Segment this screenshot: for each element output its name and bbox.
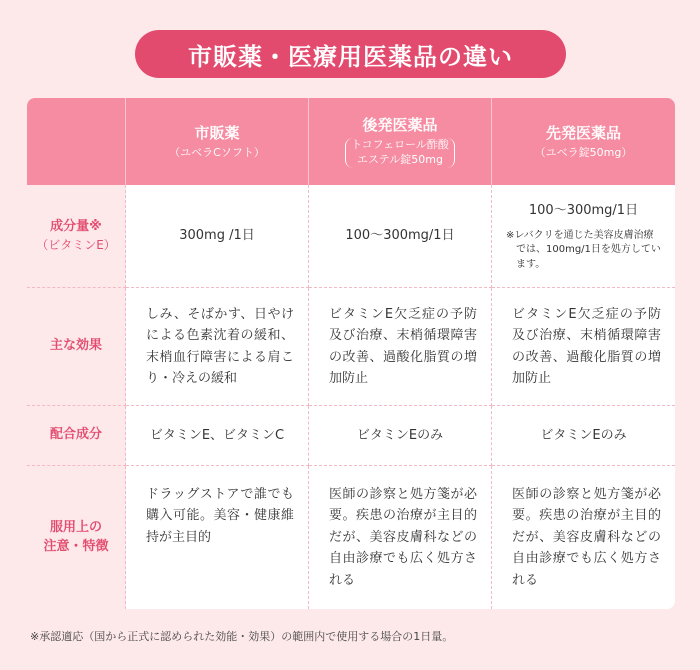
header-generic-name: 後発医薬品 (362, 116, 438, 135)
comparison-table (27, 98, 675, 609)
row-label-dose-main: 成分量※ (50, 218, 102, 234)
usage-otc: ドラッグストアで誰でも購入可能。美容・健康維持が主目的 (126, 466, 309, 609)
footnote: ※承認適応（国から正式に認められた効能・効果）の範囲内で使用する場合の1日量。 (30, 630, 454, 643)
dose-generic: 100〜300mg/1日 (309, 185, 492, 288)
header-brand (492, 98, 675, 185)
ingredient-brand: ビタミンEのみ (492, 406, 675, 466)
dose-brand-note: ※レバクリを通じた美容皮膚治療では、100mg/1日を処方しています。 (506, 229, 661, 270)
row-label-usage-line1: 服用上の (49, 519, 102, 535)
header-generic-product-line2: エステル錠50mg (357, 153, 443, 166)
ingredient-generic: ビタミンEのみ (309, 406, 492, 466)
row-label-dose-sub: （ビタミンE） (36, 237, 116, 252)
header-brand-name: 先発医薬品 (545, 123, 621, 142)
row-label-usage-line2: 注意・特徴 (43, 538, 109, 554)
header-otc (126, 98, 309, 185)
header-generic-product (345, 138, 455, 168)
header-otc-product: （ユベラCソフト） (169, 145, 265, 159)
header-otc-name: 市販薬 (194, 123, 240, 142)
dose-brand-value: 100〜300mg/1日 (528, 202, 639, 218)
usage-generic: 医師の診察と処方箋が必要。疾患の治療が主目的だが、美容皮膚科などの自由診療でも広く処方される (309, 466, 492, 609)
row-label-effect: 主な効果 (27, 288, 126, 406)
row-label-ingredient: 配合成分 (27, 406, 126, 466)
ingredient-otc: ビタミンE、ビタミンC (126, 406, 309, 466)
header-generic (309, 98, 492, 185)
effect-brand: ビタミンE欠乏症の予防及び治療、末梢循環障害の改善、過酸化脂質の増加防止 (492, 288, 675, 406)
dose-brand (492, 185, 675, 288)
page-title: 市販薬・医療用医薬品の違い (135, 30, 566, 78)
row-label-usage (27, 466, 126, 609)
header-generic-product-line1: トコフェロール酢酸 (351, 138, 449, 152)
header-corner (27, 98, 126, 185)
effect-otc: しみ、そばかす、日やけによる色素沈着の緩和、末梢血行障害による肩こり・冷えの緩和 (126, 288, 309, 406)
effect-generic: ビタミンE欠乏症の予防及び治療、末梢循環障害の改善、過酸化脂質の増加防止 (309, 288, 492, 406)
row-label-dose (27, 185, 126, 288)
usage-brand: 医師の診察と処方箋が必要。疾患の治療が主目的だが、美容皮膚科などの自由診療でも広く処方される (512, 487, 661, 588)
dose-otc: 300mg /1日 (126, 185, 309, 288)
header-brand-product: （ユベラ錠50mg） (534, 145, 633, 159)
